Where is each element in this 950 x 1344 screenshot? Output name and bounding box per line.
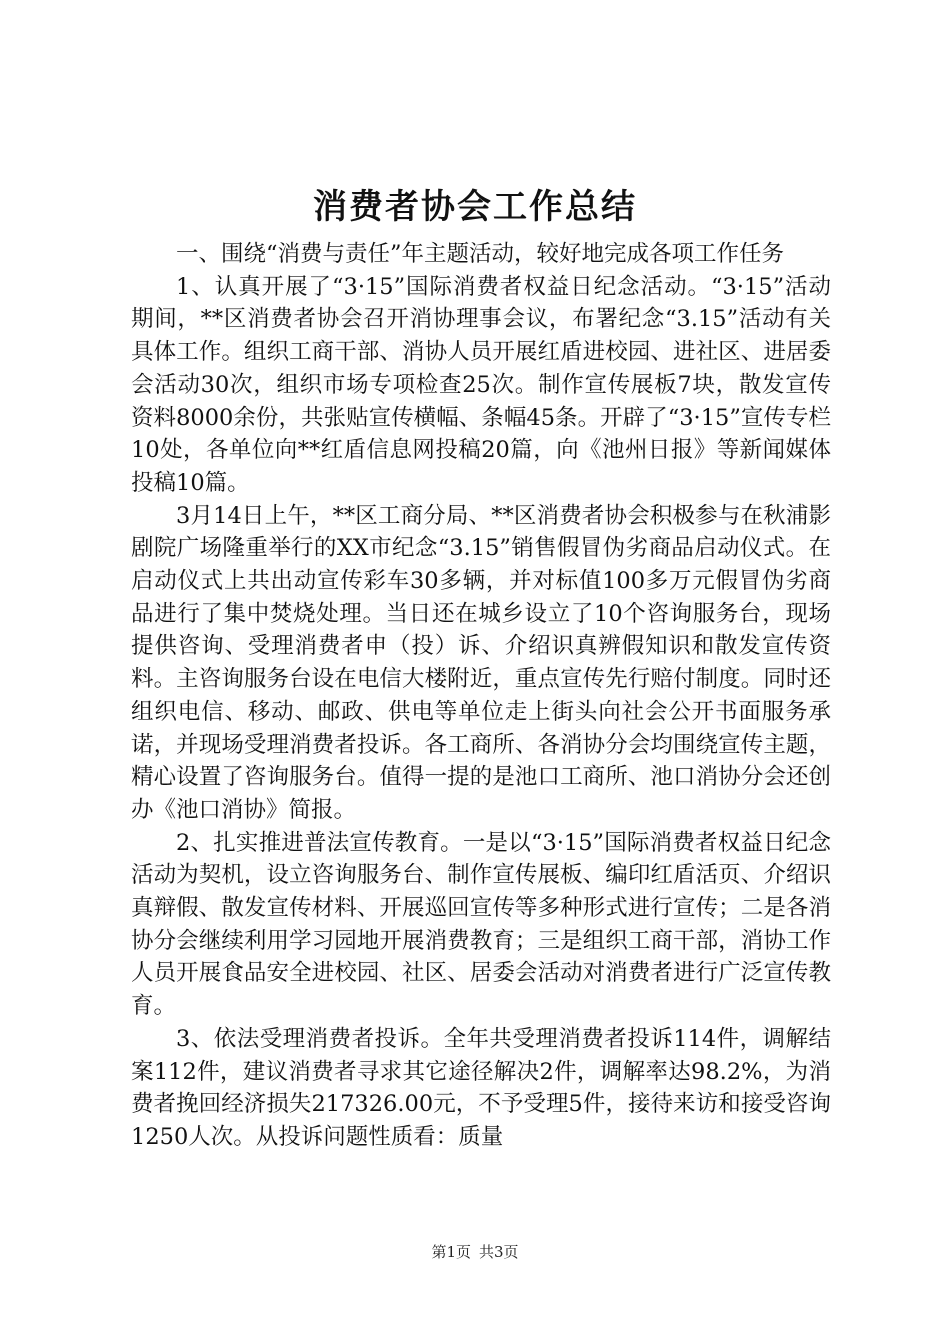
page-footer	[0, 1242, 950, 1262]
document-body	[131, 238, 831, 1154]
page-number: 第1页	[431, 1243, 471, 1261]
document-title: 消费者协会工作总结	[313, 187, 637, 227]
section-heading: 一、围绕“消费与责任”年主题活动，较好地完成各项工作任务	[176, 241, 785, 267]
paragraph: 3月14日上午，**区工商分局、**区消费者协会积极参与在秋浦影剧院广场隆重举行的XX市纪念“3.15”销售假冒伪劣商品启动仪式。在启动仪式上共出动宣传彩车30多辆，并对标值100多万元假冒伪劣商品进行了集中焚烧处理。当日还在城乡设立了10个咨询服务台，现场提供咨询、受理消费者申（投）诉、介绍识真辨假知识和散发宣传资料。主咨询服务台设在电信大楼附近，重点宣传先行赔付制度。同时还组织电信、移动、邮政、供电等单位走上街头向社会公开书面服务承诺，并现场受理消费者投诉。各工商所、各消协分会均围绕宣传主题，精心设置了咨询服务台。值得一提的是池口工商所、池口消协分会还创办《池口消协》简报。	[131, 502, 831, 823]
paragraph: 2、扎实推进普法宣传教育。一是以“3·15”国际消费者权益日纪念活动为契机，设立咨询服务台、制作宣传展板、编印红盾活页、介绍识真辩假、散发宣传材料、开展巡回宣传等多种形式进行宣传；二是各消协分会继续利用学习园地开展消费教育；三是组织工商干部，消协工作人员开展食品安全进校园、社区、居委会活动对消费者进行广泛宣传教育。	[131, 829, 831, 1020]
page-total: 共3页	[479, 1243, 519, 1261]
paragraph: 3、依法受理消费者投诉。全年共受理消费者投诉114件，调解结案112件，建议消费者寻求其它途径解决2件，调解率达98.2%，为消费者挽回经济损失217326.00元，不予受理5件，接待来访和接受咨询1250人次。从投诉问题性质看：质量	[131, 1025, 831, 1150]
paragraph: 1、认真开展了“3·15”国际消费者权益日纪念活动。“3·15”活动期间，**区消费者协会召开消协理事会议，布署纪念“3.15”活动有关具体工作。组织工商干部、消协人员开展红盾进校园、进社区、进居委会活动30次，组织市场专项检查25次。制作宣传展板7块，散发宣传资料8000余份，共张贴宣传横幅、条幅45条。开辟了“3·15”宣传专栏10处，各单位向**红盾信息网投稿20篇，向《池州日报》等新闻媒体投稿10篇。	[131, 273, 831, 496]
